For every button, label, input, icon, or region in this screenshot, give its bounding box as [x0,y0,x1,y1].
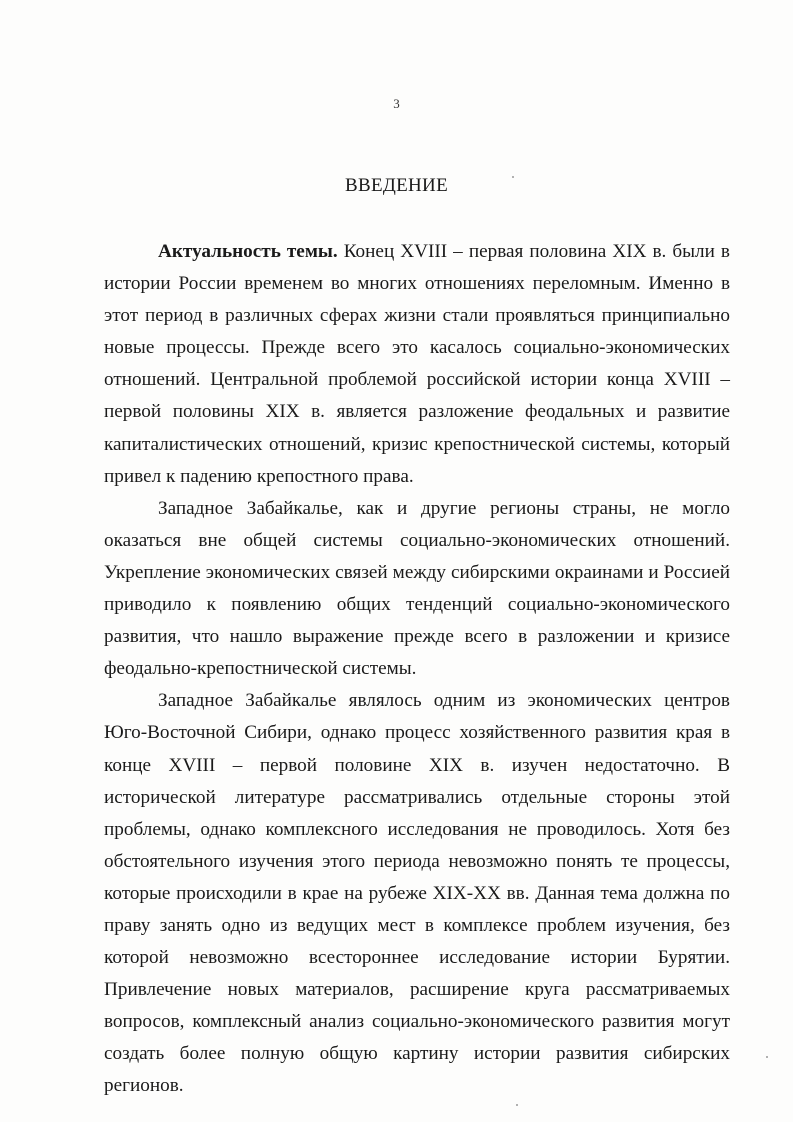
scan-speck [516,1104,518,1106]
page-number: 3 [393,96,400,111]
body-text [104,236,730,1103]
paragraph-relevance [104,236,730,493]
scan-speck [766,1056,768,1058]
paragraph-text: Конец XVIII – первая половина XIX в. были в истории России временем во многих отношениях переломным. Именно в этот период в различных сферах жизни стали проявляться принципиально новые процессы. Прежде всего это касалось социально-экономических отношений. Центральной проблемой российской истории конца XVIII – первой половины XIX в. является разложение феодальных и развитие капиталистических отношений, кризис крепостнической системы, который привел к падению крепостного права. [104,241,730,487]
paragraph-lead: Актуальность темы. [158,241,338,262]
section-title: ВВЕДЕНИЕ [345,175,448,196]
paragraph-economic-center: Западное Забайкалье являлось одним из экономических центров Юго-Восточной Сибири, однако процесс хозяйственного развития края в конце XVIII – первой половине XIX в. изучен недостаточно. В исторической литературе рассматривались отдельные стороны этой проблемы, однако комплексного исследования не проводилось. Хотя без обстоятельного изучения этого периода невозможно понять те процессы, которые происходили в крае на рубеже XIX-XX вв. Данная тема должна по праву занять одно из ведущих мест в комплексе проблем изучения, без которой невозможно всестороннее исследование истории Бурятии. Привлечение новых материалов, расширение круга рассматриваемых вопросов, комплексный анализ социально-экономического развития могут создать более полную общую картину истории развития сибирских регионов. [104,690,730,1097]
scan-speck [512,176,514,178]
paragraph-western-transbaikalia: Западное Забайкалье, как и другие регионы страны, не могло оказаться вне общей системы социально-экономических отношений. Укрепление экономических связей между сибирскими окраинами и Россией приводило к появлению общих тенденций социально-экономического развития, что нашло выражение прежде всего в разложении и кризисе феодально-крепостнической системы. [104,497,730,680]
